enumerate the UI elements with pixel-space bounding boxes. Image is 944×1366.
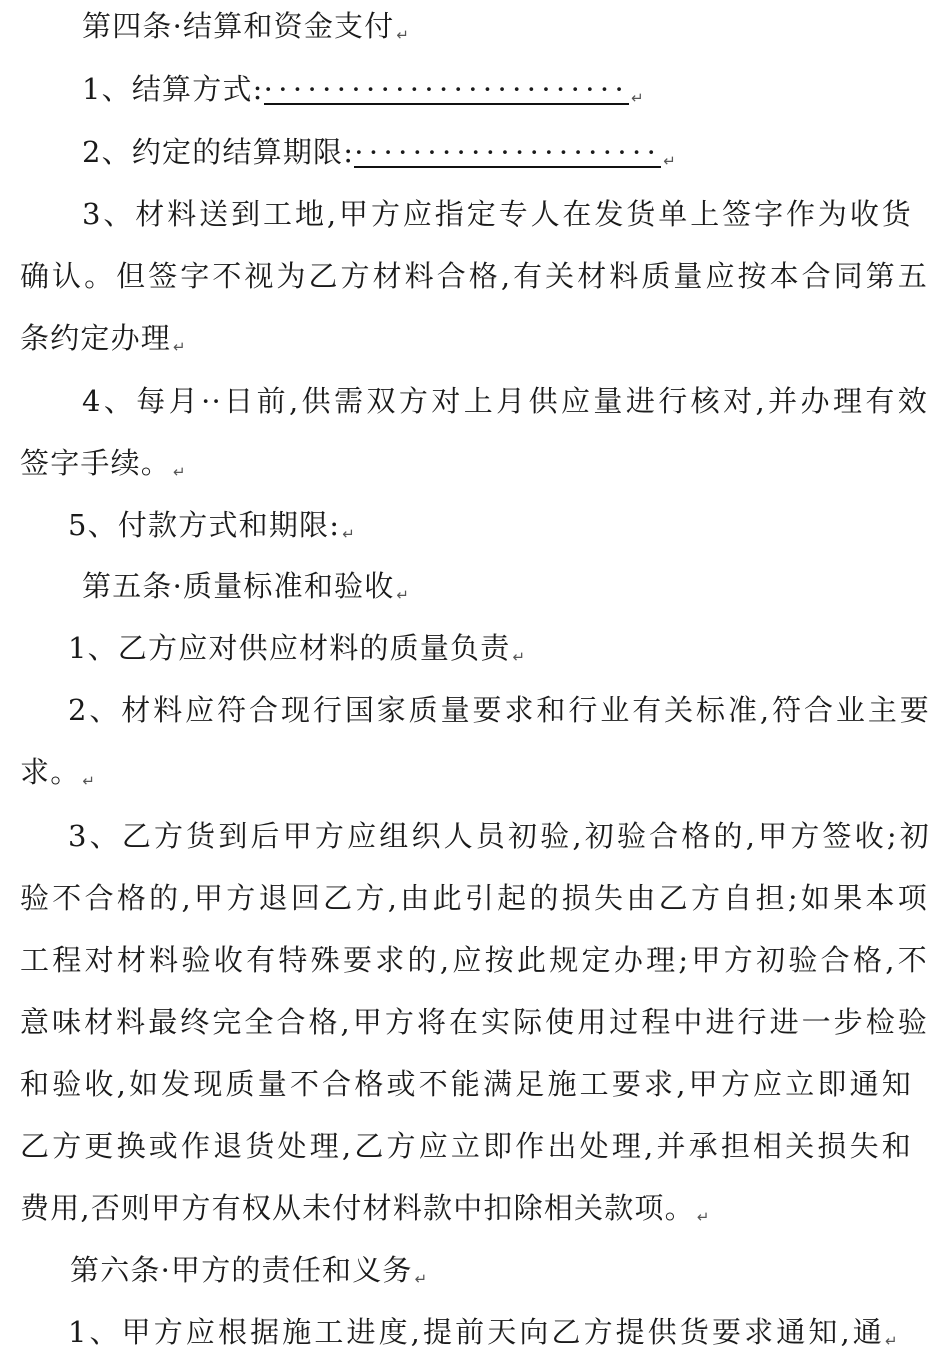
settlement-method-line [82,69,644,118]
text: 1、乙方应对供应材料的质量负责 [68,631,511,665]
article-6-heading [70,1250,427,1299]
paragraph-mark-icon: ↵ [696,1208,710,1226]
clause-3-line-1: 3、材料送到工地,甲方应指定专人在发货单上签字作为收货 [82,197,912,231]
paragraph-mark-icon: ↵ [396,586,409,604]
quality-clause-2-line-2 [20,752,95,801]
quality-clause-3-line-6: 乙方更换或作退货处理,乙方应立即作出处理,并承担相关损失和 [20,1129,912,1163]
paragraph-mark-icon: ↵ [512,648,526,666]
quality-clause-3-line-5: 和验收,如发现质量不合格或不能满足施工要求,甲方应立即通知 [20,1067,912,1101]
settlement-period-line [82,132,676,181]
clause-4-line-1: 4、每月··日前,供需双方对上月供应量进行核对,并办理有效 [82,384,928,418]
settlement-period-blank: ····················· [354,135,662,169]
text: 条约定办理 [20,321,172,355]
paragraph-mark-icon: ↵ [414,1270,428,1288]
text: 第五条·质量标准和验收 [82,569,395,603]
text: 求。 [20,755,81,789]
settlement-method-blank: ························· [263,72,630,106]
quality-clause-3-line-2: 验不合格的,甲方退回乙方,由此引起的损失由乙方自担;如果本项 [20,881,928,915]
paragraph-mark-icon: ↵ [631,89,644,107]
clause-4-line-2 [20,443,186,492]
settlement-method-label: 1、结算方式: [82,72,264,106]
quality-clause-3-line-4: 意味材料最终完全合格,甲方将在实际使用过程中进行进一步检验 [20,1005,928,1039]
paragraph-mark-icon: ↵ [396,26,409,44]
text: 费用,否则甲方有权从未付材料款中扣除相关款项。 [20,1191,695,1225]
text: 第四条·结算和资金支付 [82,9,395,43]
clause-5-line [68,505,355,554]
text: 签字手续。 [20,446,172,480]
quality-clause-2-line-1: 2、材料应符合现行国家质量要求和行业有关标准,符合业主要 [68,693,930,727]
text: 5、付款方式和期限: [68,508,341,542]
paragraph-mark-icon: ↵ [885,1332,898,1350]
text: 1、甲方应根据施工进度,提前天向乙方提供货要求通知,通 [68,1315,883,1349]
quality-clause-3-line-3: 工程对材料验收有特殊要求的,应按此规定办理;甲方初验合格,不 [20,943,928,977]
clause-3-line-2: 确认。但签字不视为乙方材料合格,有关材料质量应按本合同第五 [20,259,928,293]
clause-3-line-3 [20,318,186,367]
obligation-clause-1 [68,1312,898,1361]
text: 第六条·甲方的责任和义务 [70,1253,413,1287]
paragraph-mark-icon: ↵ [82,772,95,790]
quality-clause-1 [68,628,525,677]
paragraph-mark-icon: ↵ [663,152,676,170]
paragraph-mark-icon: ↵ [173,463,186,481]
paragraph-mark-icon: ↵ [342,525,355,543]
quality-clause-3-line-7 [20,1188,709,1237]
settlement-period-label: 2、约定的结算期限: [82,135,355,169]
quality-clause-3-line-1: 3、乙方货到后甲方应组织人员初验,初验合格的,甲方签收;初 [68,819,930,853]
paragraph-mark-icon: ↵ [173,338,186,356]
article-4-heading [82,6,409,55]
article-5-heading [82,566,409,615]
